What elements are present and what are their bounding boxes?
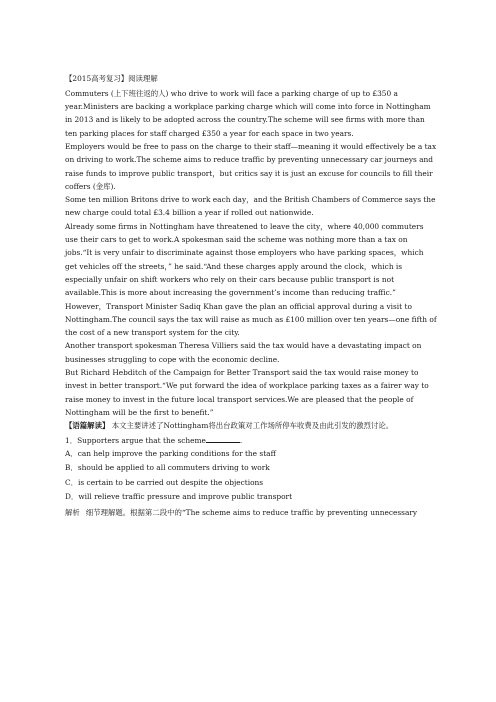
option-c-letter: C． xyxy=(65,477,79,487)
question-stem xyxy=(65,434,437,447)
paragraph-2: Employers would be free to pass on the charge to their staff—meaning it would effectively be a tax on driving to work.The scheme aims to reduce traffic by preventing unnecessary car journeys and raise funds to improve public transport，but critics say it is just an excuse for councils to fill their coffers (金库). xyxy=(65,141,437,191)
question-stem-end: . xyxy=(239,435,243,445)
option-d-letter: D． xyxy=(65,492,79,502)
answer-blank xyxy=(206,434,243,445)
summary-text: 本文主要讲述了Nottingham将出台政策对工作场所停车收费及由此引发的激烈讨论。 xyxy=(111,421,394,431)
option-a-letter: A． xyxy=(65,448,78,458)
analysis-label: 解析 xyxy=(65,507,80,517)
option-d-text: will relieve traffic pressure and improve public transport xyxy=(78,492,293,502)
option-a-text: can help improve the parking conditions for the staff xyxy=(77,448,276,458)
paragraph-3: Some ten million Britons drive to work each day，and the British Chambers of Commerce says the new charge could total £3.4 billion a year if rolled out nationwide. xyxy=(65,195,436,218)
option-b-text: should be applied to all commuters driving to work xyxy=(77,463,270,473)
option-c xyxy=(65,476,437,491)
analysis-text: 细节理解题。根据第二段中的“The scheme aims to reduce traffic by preventing unnecessary xyxy=(85,507,418,517)
paragraph-5: However，Transport Minister Sadiq Khan gave the plan an official approval during a visit to Nottingham.The council says the tax will raise as much as £100 million over ten years—one fifth of the cost of a new transport system for the city. xyxy=(65,301,437,338)
paragraph-6: Another transport spokesman Theresa Villiers said the tax would have a devastating impact on businesses struggling to cope with the economic decline. xyxy=(65,341,422,364)
option-c-text: is certain to be carried out despite the objections xyxy=(78,477,264,487)
question-stem-text: 1．Supporters argue that the scheme xyxy=(65,435,206,445)
option-b xyxy=(65,461,437,476)
option-a xyxy=(65,447,437,462)
document-header: 【2015高考复习】阅读理解 xyxy=(65,74,158,83)
analysis-section xyxy=(65,506,437,519)
summary-section xyxy=(65,419,437,432)
paragraph-7: But Richard Hebditch of the Campaign for Better Transport said the tax would raise money to invest in better transport.“We put forward the idea of workplace parking taxes as a fairer way to raise money to invest in the future local transport services.We are pleased that the people of Nottingham will be the first to benefit.” xyxy=(65,368,429,417)
option-d xyxy=(65,490,437,505)
paragraph-4: Already some firms in Nottingham have threatened to leave the city，where 40,000 commuters use their cars to get to work.A spokesman said the scheme was nothing more than a tax on jobs.“It is very unfair to discriminate against those employers who have parking spaces，which get vehicles off the streets，” he said.“And these charges apply around the clock，which is especially unfair on shift workers who rely on their cars because public transport is not available.This is more about increasing the government’s income than reducing traffic.” xyxy=(65,221,424,298)
option-b-letter: B． xyxy=(65,463,78,473)
document-content xyxy=(65,72,437,519)
paragraph-1: Commuters (上下班往返的人) who drive to work will face a parking charge of up to £350 a year.Ministers are backing a workplace parking charge which will come into force in Nottingham in 2013 and is likely to be adopted across the country.The scheme will see firms with more than ten parking places for staff charged £350 a year for each space in two years. xyxy=(65,88,431,138)
summary-label: 【语篇解读】 xyxy=(65,421,110,431)
